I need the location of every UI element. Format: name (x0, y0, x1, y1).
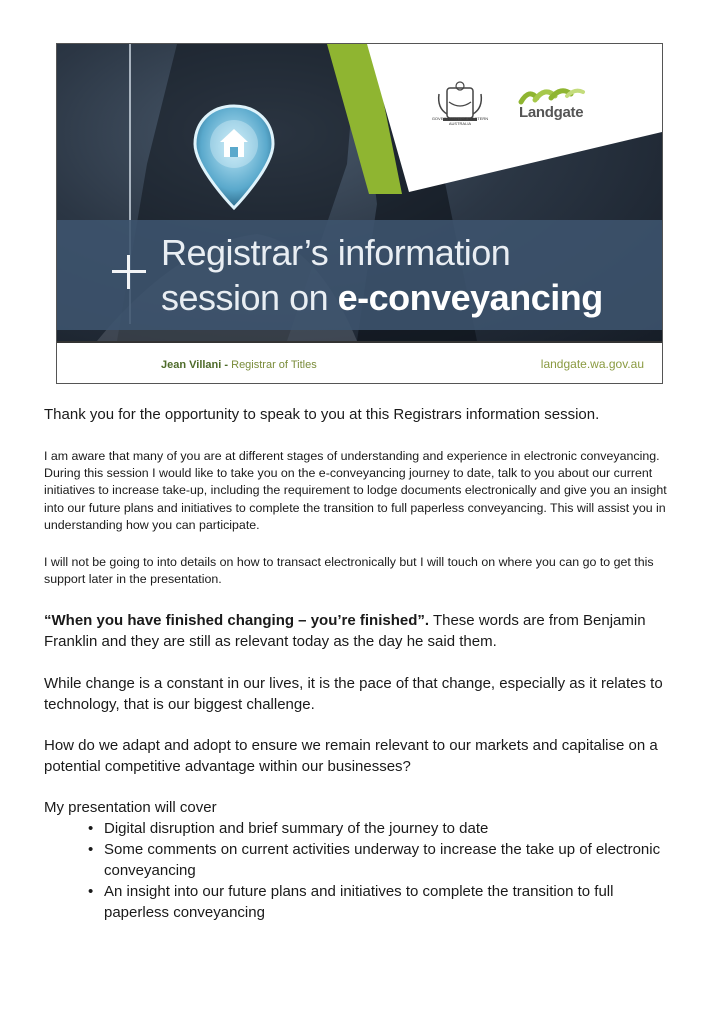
presenter-line (161, 359, 317, 371)
paragraph-awareness: I am aware that many of you are at different stages of understanding and experience in electronic conveyancing. During this session I would like to take you on the e-conveyancing journey to date, talk to you about our current initiatives to increase take-up, including the requirement to lodge documents electronically and give you an insight into our future plans and initiatives to complete the transition to full paperless conveyancing. This will assist you in understanding how you can participate. (44, 449, 667, 532)
website-url: landgate.wa.gov.au (540, 357, 644, 371)
home-pin-icon (189, 102, 279, 212)
presenter-role: Registrar of Titles (228, 359, 317, 371)
franklin-quote: “When you have finished changing – you’re finished”. (44, 612, 430, 629)
intro-paragraph: Thank you for the opportunity to speak to you at this Registrars information session. (44, 406, 600, 423)
plus-icon-vertical (127, 255, 130, 289)
slide-title-emphasis: e-conveyancing (337, 277, 603, 318)
presenter-name: Jean Villani - (161, 359, 229, 371)
slide-title-line-2 (161, 277, 603, 319)
cover-heading: My presentation will cover (44, 799, 217, 816)
paragraph-change: While change is a constant in our lives, it is the pace of that change, especially as it relates to technology, that is our biggest challenge. (44, 675, 663, 713)
paragraph-not-transacting: I will not be going to into details on how to transact electronically but I will touch on where you can go to get this support later in the presentation. (44, 555, 654, 587)
slide-title-line-1: Registrar’s information (161, 232, 511, 273)
list-item: • Digital disruption and brief summary of the journey to date (86, 818, 666, 839)
government-label: GOVERNMENT OF WESTERN AUSTRALIA (431, 116, 489, 126)
paragraph-quote (44, 610, 676, 652)
quote-attribution: These words are from Benjamin Franklin and they are still as relevant today as the day he said them. (44, 612, 646, 650)
slide-title-prefix: session on (161, 277, 338, 318)
paragraph-adapt: How do we adapt and adopt to ensure we remain relevant to our markets and capitalise on a potential competitive advantage within our businesses? (44, 737, 658, 775)
list-item: • An insight into our future plans and initiatives to complete the transition to full paperless conveyancing (86, 881, 666, 923)
list-item: • Some comments on current activities underway to increase the take up of electronic conveyancing (86, 839, 666, 881)
title-slide (56, 43, 663, 384)
cover-list (86, 818, 666, 923)
landgate-brand-name: Landgate (519, 104, 584, 121)
